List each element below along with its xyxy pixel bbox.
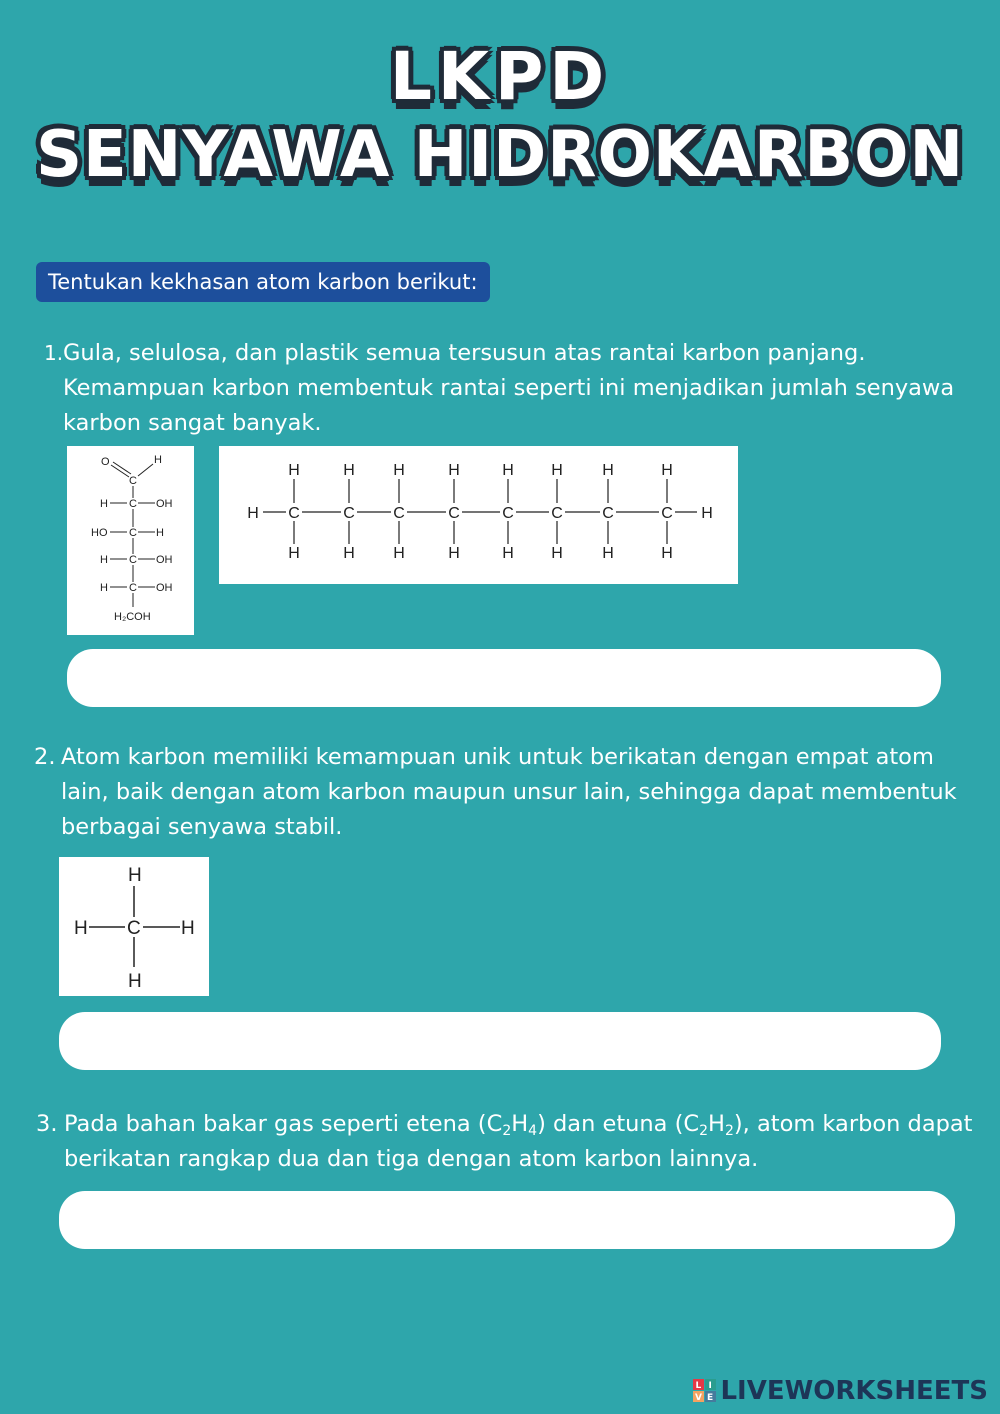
question-2 (34, 740, 964, 845)
answer-2-input[interactable] (59, 1012, 941, 1070)
liveworksheets-text: LIVEWORKSHEETS (720, 1376, 988, 1406)
liveworksheets-brand[interactable] (693, 1374, 988, 1408)
octane-h-bottom: H (448, 545, 460, 562)
glucose-row3-left: H (100, 554, 108, 566)
methane-structure-image (59, 857, 209, 996)
octane-h-bottom: H (393, 545, 405, 562)
glucose-top-h: H (154, 454, 162, 466)
octane-h-bottom: H (602, 545, 614, 562)
octane-carbon: C (502, 505, 514, 522)
glucose-row2-left: HO (91, 527, 108, 539)
question-2-number: 2. (34, 744, 56, 770)
question-1-text: Gula, selulosa, dan plastik semua tersusun atas rantai karbon panjang. Kemampuan karbon membentuk rantai seperti ini menjadikan jumlah senyawa karbon sangat banyak. (63, 340, 955, 436)
question-2-text: Atom karbon memiliki kemampuan unik untuk berikatan dengan empat atom lain, baik dengan atom karbon maupun unsur lain, sehingga dapat membentuk berbagai senyawa stabil. (61, 744, 957, 840)
octane-carbon: C (288, 505, 300, 522)
octane-h-top: H (502, 462, 514, 479)
octane-carbon: C (551, 505, 563, 522)
svg-text:L: L (695, 1381, 702, 1391)
glucose-row1-c: C (129, 498, 137, 510)
glucose-carbonyl-c: C (129, 475, 137, 487)
glucose-row4-left: H (100, 582, 108, 594)
octane-h-top: H (602, 462, 614, 479)
octane-h-left: H (247, 505, 259, 522)
octane-carbon: C (448, 505, 460, 522)
octane-carbon: C (661, 505, 673, 522)
liveworksheets-logo-icon (693, 1379, 717, 1403)
methane-h-right: H (181, 918, 195, 939)
question-1-number: 1. (44, 341, 64, 365)
glucose-row3-right: OH (156, 554, 173, 566)
glucose-row1-right: OH (156, 498, 173, 510)
octane-h-bottom: H (551, 545, 563, 562)
answer-3-input[interactable] (59, 1191, 955, 1249)
glucose-row4-c: C (129, 582, 137, 594)
glucose-row3-c: C (129, 554, 137, 566)
octane-h-top: H (551, 462, 563, 479)
octane-carbon: C (343, 505, 355, 522)
octane-carbon: C (602, 505, 614, 522)
glucose-row4-right: OH (156, 582, 173, 594)
question-3-text: Pada bahan bakar gas seperti etena $(C_2H_4)$ dan etuna $(C_2H_2)$, atom karbon dapat berikatan rangkap dua dan tiga dengan atom karbon lainnya. (64, 1111, 973, 1172)
question-3-number: 3. (36, 1111, 58, 1137)
methane-h-left: H (74, 918, 88, 939)
answer-1-input[interactable] (67, 649, 941, 707)
octane-carbon: C (393, 505, 405, 522)
octane-h-top: H (288, 462, 300, 479)
octane-h-top: H (343, 462, 355, 479)
octane-h-top: H (393, 462, 405, 479)
octane-h-bottom: H (288, 545, 300, 562)
methane-h-top: H (128, 865, 142, 886)
glucose-row2-right: H (156, 527, 164, 539)
octane-h-top: H (661, 462, 673, 479)
octane-h-bottom: H (502, 545, 514, 562)
octane-h-bottom: H (343, 545, 355, 562)
question-3 (36, 1107, 986, 1177)
title-senyawa-hidrokarbon: SENYAWA HIDROKARBON (35, 118, 965, 192)
glucose-bottom: H₂COH (114, 611, 151, 623)
svg-text:V: V (695, 1393, 703, 1403)
question-1 (44, 336, 964, 441)
svg-text:I: I (708, 1381, 713, 1391)
instruction-banner: Tentukan kekhasan atom karbon berikut: (36, 262, 490, 302)
title-lkpd: LKPD (389, 38, 611, 115)
octane-h-bottom: H (661, 545, 673, 562)
methane-c: C (127, 918, 141, 939)
glucose-structure-image (67, 446, 194, 635)
octane-structure-image (219, 446, 738, 584)
glucose-o: O (101, 456, 110, 468)
octane-h-right: H (701, 505, 713, 522)
glucose-row2-c: C (129, 527, 137, 539)
glucose-row1-left: H (100, 498, 108, 510)
svg-text:E: E (707, 1393, 714, 1403)
octane-h-top: H (448, 462, 460, 479)
methane-h-bottom: H (128, 971, 142, 992)
